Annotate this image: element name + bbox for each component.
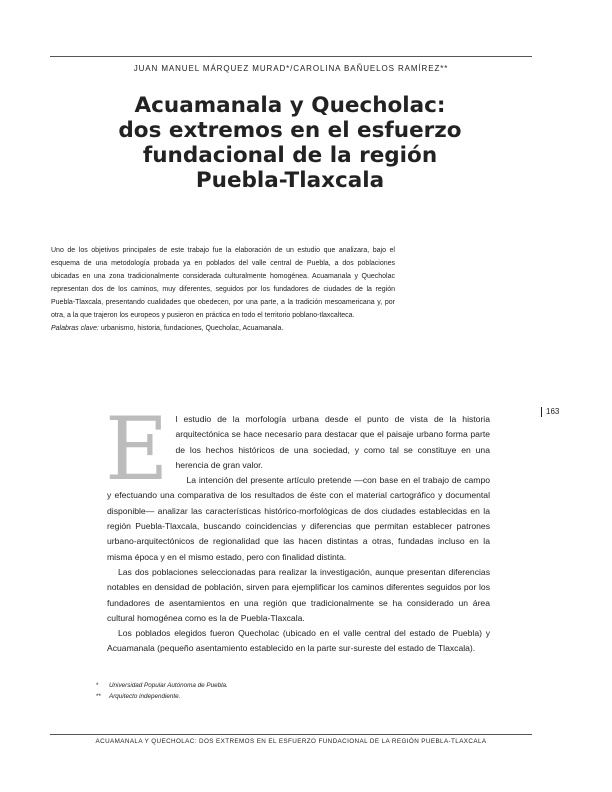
- title-line: fundacional de la región: [142, 143, 438, 168]
- keywords-list: urbanismo, historia, fundaciones, Quecholac, Acuamanala.: [100, 325, 284, 332]
- footer-rule: [50, 734, 532, 735]
- footnote-mark: *: [96, 682, 99, 689]
- footnote: [96, 680, 396, 691]
- footnote-text: Universidad Popular Autónoma de Puebla.: [109, 682, 228, 689]
- footnote: [96, 691, 396, 702]
- body-paragraph: Las dos poblaciones seleccionadas para realizar la investigación, aunque presentan diferencias notables en densidad de población, sirven para ejemplificar los caminos diferentes seguidos por los fundadores de asentamientos en una región que tradicionalmente se ha considerado un área cultural homogénea como es la de Puebla-Tlaxcala.: [107, 566, 490, 623]
- body-paragraph: Los poblados elegidos fueron Quecholac (ubicado en el valle central del estado de Puebla) y Acuamanala (pequeño asentamiento establecido en la parte sur-sureste del estado de Tlaxcala).: [107, 628, 490, 654]
- page-number: 163: [541, 407, 559, 417]
- body-paragraph: l estudio de la morfología urbana desde el punto de vista de la historia arquitectónica se hace necesario para destacar que el paisaje urbano forma parte de los hechos históricos de una sociedad, y como tal se constituye en una herencia de gran valor.: [175, 414, 490, 470]
- body-paragraph: La intención del presente artículo pretende —con base en el trabajo de campo y efectuando una comparativa de los resultados de éste con el material cartográfico y documental disponible— analizar las características histórico-morfológicas de dos ciudades establecidas en la región Puebla-Tlaxcala, buscando coincidencias y diferencias que permitan establecer patrones urbano-arquitectónicos de regionalidad que las hacen distintas a otras, fundadas incluso en la misma época y en el mismo estado, pero con finalidad distinta.: [107, 475, 490, 562]
- footnote-mark: **: [96, 693, 101, 700]
- article-title: [70, 93, 510, 193]
- article-body: [105, 398, 490, 657]
- keywords-label: Palabras clave:: [51, 325, 99, 332]
- abstract: [51, 244, 395, 335]
- drop-cap: E: [105, 398, 169, 500]
- running-footer: ACUAMANALA Y QUECHOLAC: DOS EXTREMOS EN EL ESFUERZO FUNDACIONAL DE LA REGIÓN PUEBLA-TLAXCALA: [95, 738, 487, 745]
- footnote-text: Arquitecto independiente.: [109, 693, 181, 700]
- abstract-text: Uno de los objetivos principales de este trabajo fue la elaboración de un estudio que analizara, bajo el esquema de una metodología probada ya en poblados del valle central de Puebla, a dos poblaciones ubicadas en una zona tradicionalmente considerada culturalmente homogénea. Acuamanala y Quecholac representan dos de los caminos, muy diferentes, seguidos por los fundadores de ciudades de la región Puebla-Tlaxcala, presentando cualidades que obedecen, por una parte, a la tradición mesoamericana y, por otra, a la que trajeron los europeos y pusieron en práctica en todo el territorio poblano-tlaxcalteca.: [51, 247, 395, 319]
- keywords: [51, 322, 395, 335]
- footnotes: [96, 680, 396, 702]
- title-line: dos extremos en el esfuerzo: [118, 118, 462, 143]
- header-rule: [50, 56, 532, 57]
- title-line: Acuamanala y Quecholac:: [134, 93, 446, 118]
- article-authors: JUAN MANUEL MÁRQUEZ MURAD*/CAROLINA BAÑUELOS RAMÍREZ**: [133, 64, 449, 73]
- title-line: Puebla-Tlaxcala: [195, 168, 385, 193]
